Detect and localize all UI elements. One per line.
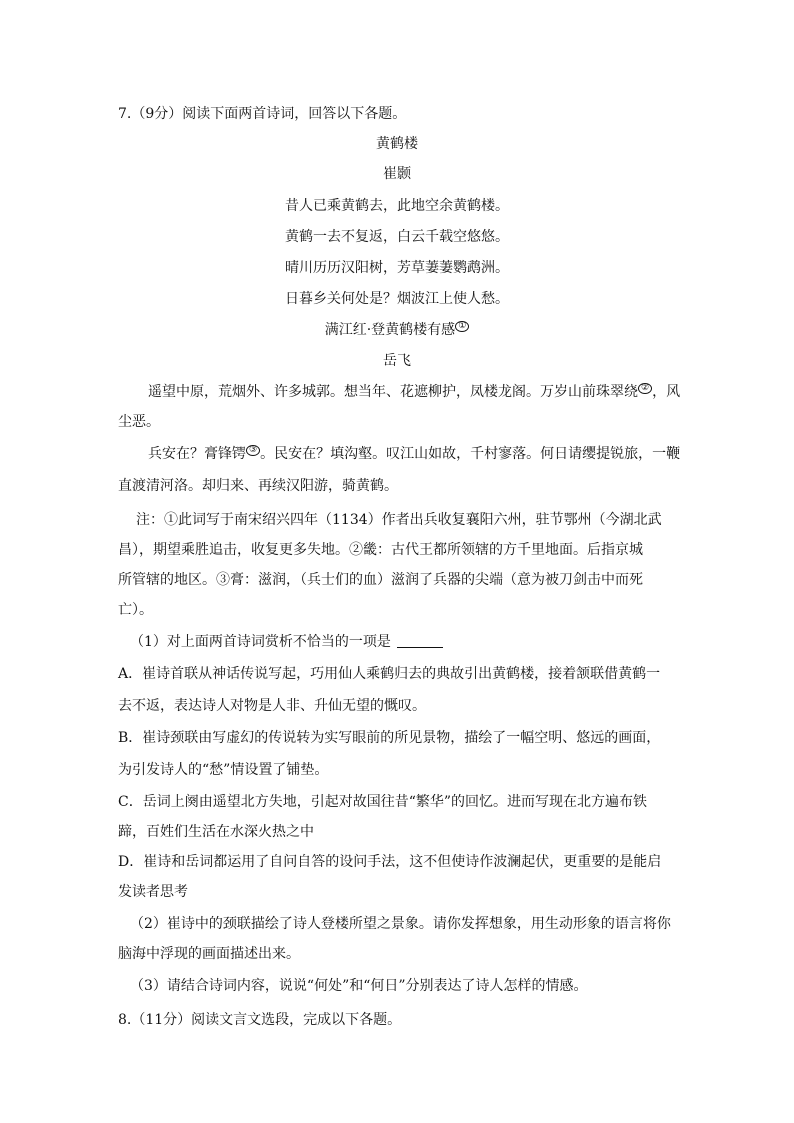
poem2-para2-line2: 直渡清河洛。却归来、再续汉阳游，骑黄鹤。 (118, 478, 398, 494)
option-d-line2: 发读者思考 (118, 884, 188, 900)
poem2-title (0, 320, 794, 340)
option-a-line1: A．崔诗首联从神话传说写起，巧用仙人乘鹤归去的典故引出黄鹤楼，接着颔联借黄鹤一 (118, 666, 661, 682)
poem1-title: 黄鹤楼 (376, 136, 418, 152)
note-line-1: 注：①此词写于南宋绍兴四年（1134）作者出兵收复襄阳六州，驻节鄂州（今湖北武 (136, 512, 662, 528)
option-c-line2: 蹄，百姓们生活在水深火热之中 (118, 824, 314, 840)
option-d-line1: D．崔诗和岳词都运用了自问自答的设问手法，这不但使诗作波澜起伏，更重要的是能启 (118, 854, 662, 870)
option-b-line2: 为引发诗人的“愁”情设置了铺垫。 (118, 762, 329, 778)
sub-question-2-line1: （2）崔诗中的颈联描绘了诗人登楼所望之景象。请你发挥想象，用生动形象的语言将你 (130, 916, 671, 932)
poem2-para2-line1 (148, 444, 708, 464)
poem1-line-2: 黄鹤一去不复返，白云千载空悠悠。 (285, 229, 509, 245)
sub-question-1 (130, 632, 690, 652)
poem2-title-text: 满江红·登黄鹤楼有感 (324, 322, 456, 338)
poem2-para2-text-a: 兵安在？膏锋锷 (148, 446, 246, 462)
note-line-3: 所管辖的地区。③膏：滋润，（兵士们的血）滋润了兵器的尖端（意为被刀剑击中而死 (118, 572, 643, 588)
question-7-header: 7.（9分）阅读下面两首诗词，回答以下各题。 (118, 106, 407, 122)
poem2-para1-line2: 尘恶。 (118, 414, 160, 430)
answer-blank[interactable] (397, 633, 443, 648)
note-line-4: 亡）。 (118, 602, 153, 618)
footnote-mark-1: ① (455, 321, 469, 332)
option-c-line1: C．岳词上阕由遥望北方失地，引起对故国往昔“繁华”的回忆。进而写现在北方遍布铁 (118, 794, 648, 810)
sub-question-2-line2: 脑海中浮现的画面描述出来。 (118, 946, 300, 962)
footnote-mark-3: ③ (246, 445, 260, 456)
sub-question-1-text: （1）对上面两首诗词赏析不恰当的一项是 (130, 634, 391, 650)
poem2-para1-line1 (148, 382, 708, 402)
sub-question-3: （3）请结合诗词内容，说说“何处”和“何日”分别表达了诗人怎样的情感。 (130, 978, 588, 994)
question-8-header: 8.（11分）阅读文言文选段，完成以下各题。 (118, 1012, 402, 1028)
poem2-para2-text-b: 。民安在？填沟壑。叹江山如故，千村寥落。何日请缨提锐旅，一鞭 (260, 446, 681, 462)
option-b-line1: B．崔诗颈联由写虚幻的传说转为实写眼前的所见景物，描绘了一幅空明、悠远的画面， (118, 730, 661, 746)
poem2-para1-end: ，风 (652, 384, 681, 400)
footnote-mark-2: ② (638, 383, 652, 394)
option-a-line2: 去不返，表达诗人对物是人非、升仙无望的慨叹。 (118, 698, 426, 714)
note-line-2: 昌），期望乘胜追击，收复更多失地。②畿：古代王都所领辖的方千里地面。后指京城 (118, 542, 643, 558)
poem1-line-4: 日暮乡关何处是？烟波江上使人愁。 (285, 291, 509, 307)
poem1-line-3: 晴川历历汉阳树，芳草萋萋鹦鹉洲。 (285, 260, 509, 276)
poem2-para1-text: 遥望中原，荒烟外、许多城郭。想当年、花遮柳护，凤楼龙阁。万岁山前珠翠绕 (148, 384, 638, 400)
poem1-line-1: 昔人已乘黄鹤去，此地空余黄鹤楼。 (285, 198, 509, 214)
poem2-author: 岳飞 (383, 353, 411, 369)
poem1-author: 崔颢 (383, 166, 411, 182)
